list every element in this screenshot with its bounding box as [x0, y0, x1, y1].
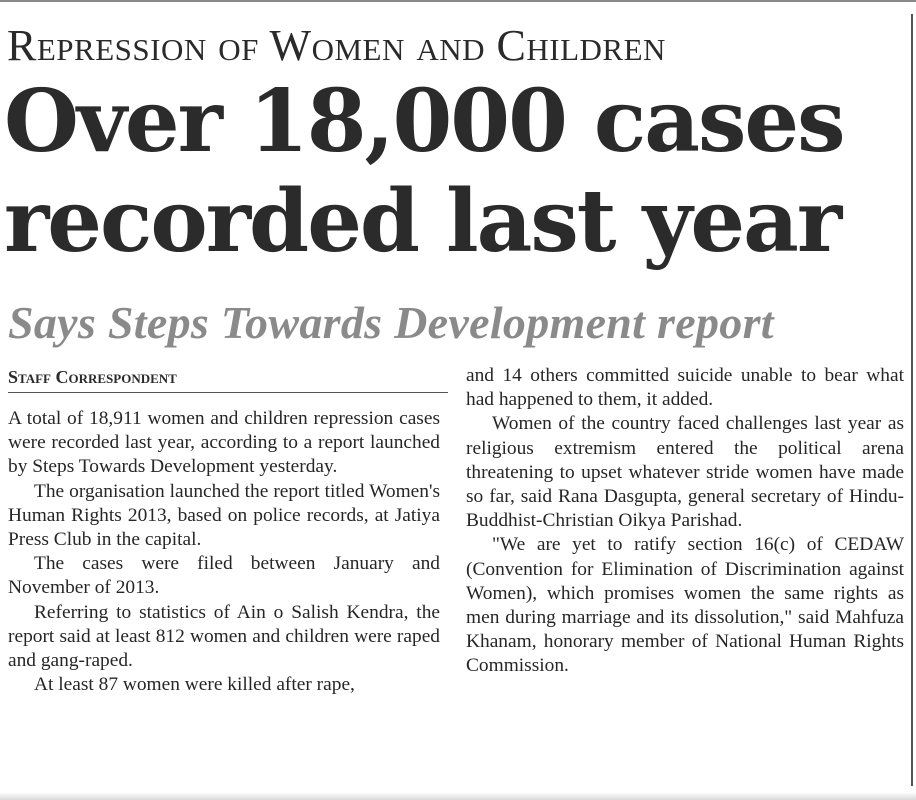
paragraph: The cases were filed between January and November of 2013. [8, 553, 440, 599]
article-column-left [8, 407, 440, 697]
paragraph: A total of 18,911 women and children repression cases were recorded last year, according to a report launched by Steps Towards Development yesterday. [8, 408, 440, 478]
headline-line-1: Over 18,000 cases [4, 71, 844, 172]
paragraph: Referring to statistics of Ain o Salish Kendra, the report said at least 812 women and children were raped and gang-raped. [8, 601, 440, 672]
paragraph: "We are yet to ratify section 16(c) of CEDAW (Convention for Elimination of Discrimination against Women), which promises women the same rights as men during marriage and its dissolution," said Mahfuza Khanam, honorary member of National Human Rights Commission. [466, 534, 904, 677]
paragraph: At least 87 women were killed after rape, [34, 674, 355, 696]
kicker: Repression of Women and Children [7, 21, 666, 70]
article-column-right [466, 364, 904, 679]
top-rule [0, 0, 916, 2]
column-rule [911, 14, 913, 786]
bottom-edge [0, 792, 916, 800]
paragraph: Women of the country faced challenges last year as religious extremism entered the political arena threatening to upset whatever stride women have made so far, said Rana Dasgupta, general secretary of Hindu-Buddhist-Christian Oikya Parishad. [466, 413, 904, 532]
byline: Staff Correspondent [8, 366, 448, 393]
headline [4, 72, 904, 272]
paragraph: The organisation launched the report titled Women's Human Rights 2013, based on police records, at Jatiya Press Club in the capital. [8, 480, 440, 551]
paragraph: and 14 others committed suicide unable to bear what had happened to them, it added. [466, 365, 904, 411]
subheadline: Says Steps Towards Development report [8, 297, 774, 348]
headline-line-2: recorded last year [4, 171, 841, 272]
